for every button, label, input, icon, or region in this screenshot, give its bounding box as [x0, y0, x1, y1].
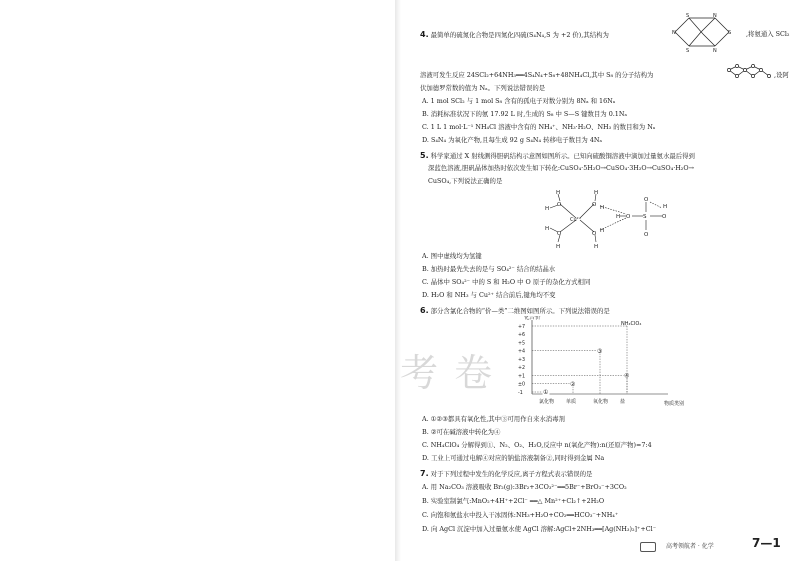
page-number: 7—1 [752, 536, 781, 550]
q5-s: S [643, 214, 647, 220]
data-point: ④ [624, 372, 630, 380]
q5-o-4: O [592, 231, 597, 237]
s4n4-structure [665, 12, 745, 54]
s8-structure [726, 64, 772, 82]
x-tick-label: 单质 [566, 399, 577, 405]
q6-option-a: A. ①②③都具有氧化性,其中③可用作自来水消毒剂 [422, 415, 565, 423]
q5-o-1: O [557, 202, 562, 208]
q6-option-c: C. NH₄ClO₄ 分解得到①、N₂、O₂、H₂O,反应中 n(氧化产物):n(还原产物)=7:4 [422, 441, 652, 449]
q5-h-8: H [600, 228, 605, 234]
svg-text:S: S [728, 30, 732, 36]
y-tick-label: +1 [518, 374, 526, 380]
q4-text-3: 伏加德罗常数的值为 Nₐ。下列说法错误的是 [420, 84, 546, 92]
y-tick-label: +6 [518, 333, 526, 339]
valence-chart [510, 316, 690, 415]
q5-h-9: H [663, 204, 668, 210]
brand-logo-icon [640, 542, 656, 552]
q6-option-d: D. 工业上可通过电解④对应的钠盐溶液制备②,同时得到金属 Na [422, 454, 605, 462]
q5-option-c: C. 晶体中 SO₄²⁻ 中的 S 和 H₂O 中 O 原子的杂化方式相同 [422, 278, 591, 286]
svg-text:S: S [686, 13, 690, 19]
svg-text:N: N [672, 30, 676, 36]
q5-option-d: D. H₂O 和 NH₃ 与 Cu²⁺ 结合前后,键角均不变 [422, 291, 556, 299]
q5-o-7: O [644, 232, 649, 238]
q4-option-d: D. S₄N₄ 为氧化产物,且每生成 92 g S₄N₄ 转移电子数目为 4Nₐ [422, 136, 602, 144]
x-tick-label: 氧化物 [593, 399, 609, 405]
q7-option-c: C. 向饱和氨盐水中投入干冰固体:NH₃+H₂O+CO₂══HCO₃⁻+NH₄⁺ [422, 511, 619, 519]
x-axis-label: 物质类别 [664, 401, 685, 407]
q5-o-5: O [626, 214, 631, 220]
y-tick-label: +4 [518, 349, 526, 355]
chart-title: 化合价 [524, 316, 541, 321]
q7-number: 7. [420, 469, 429, 478]
q6-line-1 [420, 306, 610, 316]
svg-text:N: N [713, 13, 717, 19]
svg-text:N: N [713, 48, 717, 54]
q5-text-2: 深蓝色溶液,胆矾晶体加热时依次发生如下转化:CuSO₄·5H₂O→CuSO₄·3H₂O→CuSO₄·H₂O→ [428, 164, 694, 172]
data-point: ① [543, 389, 549, 396]
q5-o-2: O [557, 231, 562, 237]
y-tick-label: -1 [518, 390, 523, 396]
watermark: 考 卷 [400, 351, 495, 395]
footer-brand: 高考领航者 · 化学 [666, 543, 714, 550]
y-tick-label: +3 [518, 357, 526, 363]
data-point: NH₄ClO₄ [621, 321, 642, 327]
q5-h-5: H [594, 190, 599, 196]
q5-number: 5. [420, 151, 429, 160]
y-tick-label: ±0 [518, 382, 526, 388]
x-tick-label: 盐 [620, 399, 626, 405]
y-tick-label: +2 [518, 366, 526, 372]
q5-h-3: H [545, 226, 550, 232]
q5-text-3: CuSO₄,下列说法正确的是 [428, 177, 503, 185]
q4-option-b: B. 消耗标准状况下的氨 17.92 L 时,生成的 S₈ 中 S—S 键数目为 0.1Nₐ [422, 110, 627, 118]
q7-line-1 [420, 469, 592, 479]
chalcanthite-structure [540, 188, 690, 250]
q5-line-1 [420, 151, 695, 161]
q5-o-3: O [592, 202, 597, 208]
q5-h-4: H [556, 244, 561, 250]
q7-option-b: B. 实验室制氯气:MnO₂+4H⁺+2Cl⁻ ══△ Mn²⁺+Cl₂↑+2H₂O [422, 497, 605, 505]
q4-option-a: A. 1 mol SCl₂ 与 1 mol S₈ 含有的孤电子对数分别为 8Nₐ 和 16Nₐ [422, 97, 616, 105]
q7-option-a: A. 用 Na₂CO₃ 溶液吸收 Br₂(g):3Br₂+3CO₃²⁻══5Br⁻+BrO₃⁻+3CO₂ [422, 483, 627, 491]
q4-text-1: 最简单的硫氮化合物是四氮化四硫(S₄N₄,S 为 +2 价),其结构为 [430, 31, 609, 39]
q5-option-b: B. 加热时最先失去的是与 SO₄²⁻ 结合的结晶水 [422, 265, 556, 273]
q5-h-1: H [556, 190, 561, 196]
q5-o-6: O [644, 197, 649, 203]
data-point: ② [570, 380, 576, 388]
q6-text-1: 部分含氯化合物的“价—类”二维图如图所示。下列说法错误的是 [430, 307, 610, 315]
svg-text:S: S [686, 48, 690, 54]
q7-option-d: D. 向 AgCl 沉淀中加入过量氨水使 AgCl 溶解:AgCl+2NH₃══[Ag(NH₃)₂]⁺+Cl⁻ [422, 525, 657, 533]
q4-text-2b: ,设阿 [774, 71, 789, 79]
page-gutter [395, 0, 401, 561]
q5-h-10: H [616, 214, 621, 220]
y-tick-label: +7 [518, 324, 526, 330]
q7-text-1: 对于下列过程中发生的化学反应,离子方程式表示错误的是 [430, 470, 593, 478]
q6-number: 6. [420, 306, 429, 315]
q5-h-6: H [594, 244, 599, 250]
q5-h-2: H [545, 206, 550, 212]
q5-cu-label: Cu²⁺ [570, 217, 582, 223]
q5-o-8: O [662, 214, 667, 220]
q6-option-b: B. ②可在碱溶液中转化为④ [422, 428, 501, 436]
q4-line-1 [420, 30, 609, 40]
data-point: ③ [597, 347, 603, 355]
q5-text-1: 科学家通过 X 射线测得胆矾结构示意图如图所示。已知向硫酸铜溶液中滴加过量氨水最后得到 [430, 152, 695, 160]
x-tick-label: 氯化物 [539, 399, 555, 405]
y-tick-label: +5 [518, 341, 526, 347]
q5-option-a: A. 图中虚线均为氢键 [422, 252, 482, 260]
q4-text-2: 溶液可发生反应 24SCl₂+64NH₃══4S₄N₄+S₈+48NH₄Cl,其中 S₈ 的分子结构为 [420, 71, 654, 79]
q4-text-1b: ,将氨通入 SCl₂ [746, 30, 790, 38]
q4-option-c: C. 1 L 1 mol·L⁻¹ NH₄Cl 溶液中含有的 NH₄⁺、NH₃·H₂O、NH₃ 的数目和为 Nₐ [422, 123, 656, 131]
q4-number: 4. [420, 30, 429, 39]
q5-h-7: H [600, 205, 605, 211]
